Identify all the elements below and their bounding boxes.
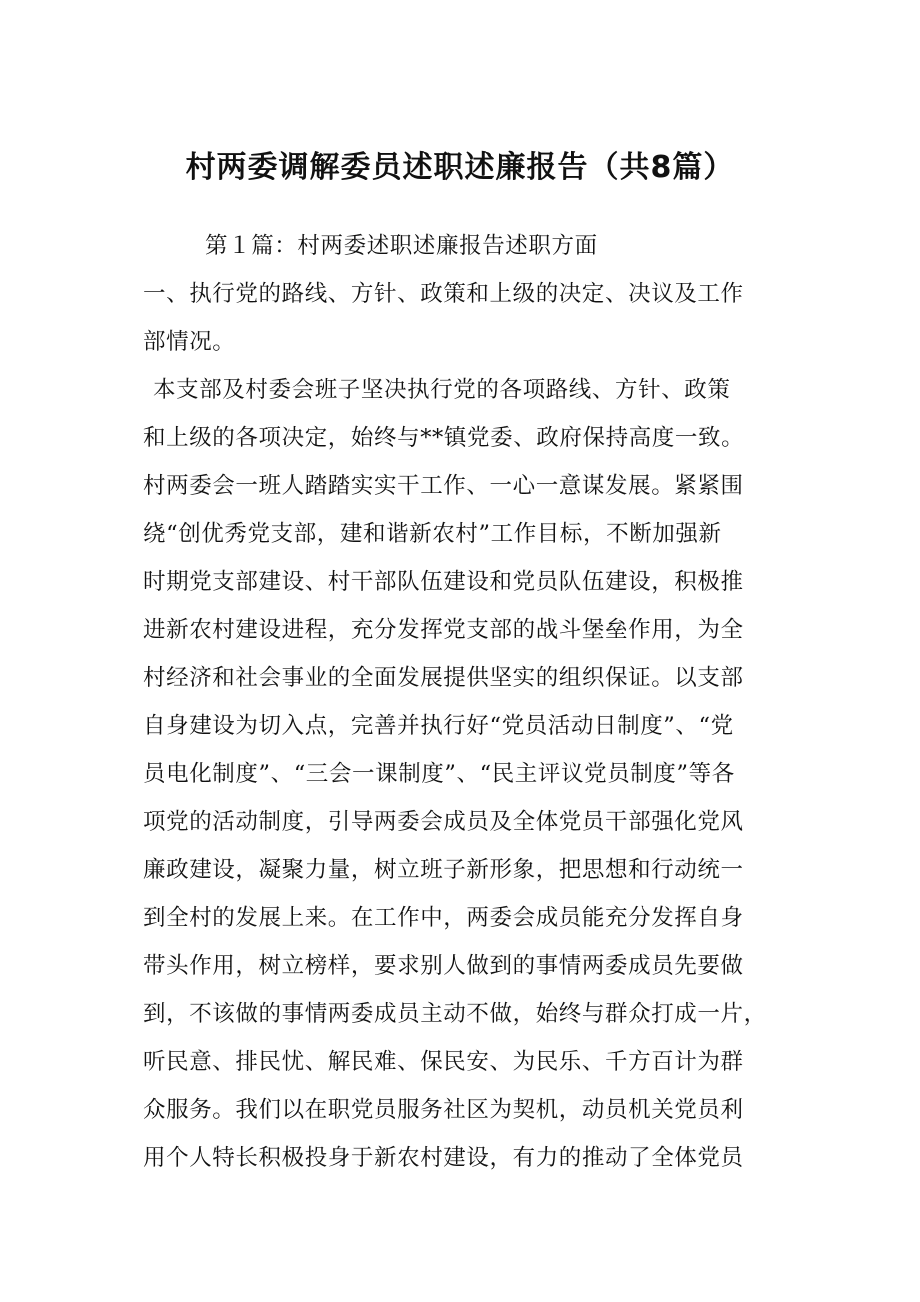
text-line: 一、执行党的路线、方针、政策和上级的决定、决议及工作 <box>143 281 744 307</box>
text-line: 时期党支部建设、村干部队伍建设和党员队伍建设，积极推 <box>143 569 744 595</box>
text-line: 本支部及村委会班子坚决执行党的各项路线、方针、政策 <box>153 377 731 403</box>
section-heading: 第１篇：村两委述职述廉报告述职方面 <box>205 233 598 259</box>
text-line: 员电化制度”、“三会一课制度”、“民主评议党员制度”等各 <box>143 761 735 787</box>
text-line: 项党的活动制度，引导两委会成员及全体党员干部强化党风 <box>143 809 744 835</box>
text-line: 带头作用，树立榜样，要求别人做到的事情两委成员先要做 <box>143 953 744 979</box>
text-line: 村两委会一班人踏踏实实干工作、一心一意谋发展。紧紧围 <box>143 473 744 499</box>
text-line: 村经济和社会事业的全面发展提供坚实的组织保证。以支部 <box>143 665 744 691</box>
text-line: 进新农村建设进程，充分发挥党支部的战斗堡垒作用，为全 <box>143 617 744 643</box>
text-line: 自身建设为切入点，完善并执行好“党员活动日制度”、“党 <box>143 713 734 739</box>
text-line: 听民意、排民忧、解民难、保民安、为民乐、千方百计为群 <box>143 1049 744 1075</box>
text-line: 众服务。我们以在职党员服务社区为契机，动员机关党员利 <box>143 1097 744 1123</box>
text-line: 用个人特长积极投身于新农村建设，有力的推动了全体党员 <box>143 1145 744 1171</box>
text-line: 到，不该做的事情两委成员主动不做，始终与群众打成一片， <box>143 1001 767 1027</box>
text-line: 部情况。 <box>143 329 236 355</box>
text-line: 到全村的发展上来。在工作中，两委会成员能充分发挥自身 <box>143 905 744 931</box>
text-line: 廉政建设，凝聚力量，树立班子新形象，把思想和行动统一 <box>143 857 744 883</box>
text-line: 和上级的各项决定，始终与**镇党委、政府保持高度一致。 <box>143 425 745 451</box>
text-line: 绕“创优秀党支部，建和谐新农村”工作目标，不断加强新 <box>143 521 722 547</box>
document-body <box>143 222 783 1182</box>
document-title: 村两委调解委员述职述廉报告（共8篇） <box>185 150 735 185</box>
